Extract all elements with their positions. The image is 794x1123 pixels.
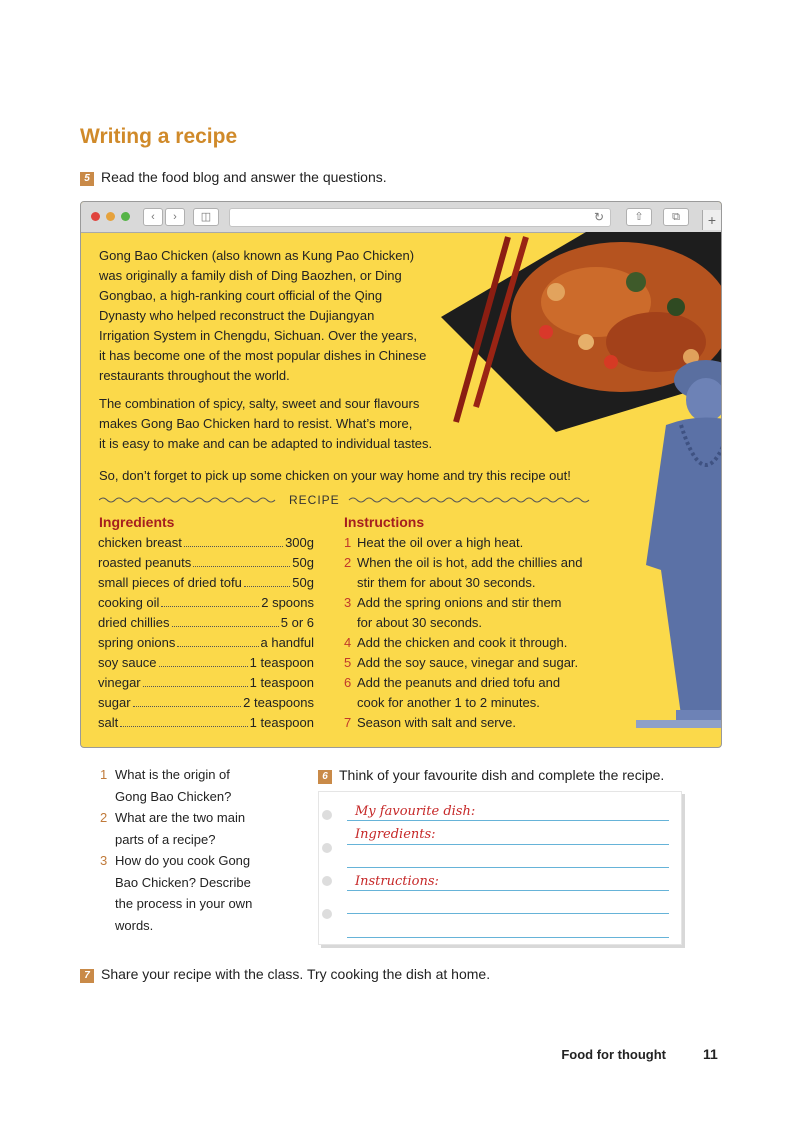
writing-line[interactable] [347,913,669,914]
binder-hole [322,810,332,820]
ingredient-quantity: 50g [292,575,314,590]
writing-line[interactable] [347,820,669,821]
writing-line[interactable] [347,867,669,868]
question-text: Bao Chicken? Describe [115,874,251,890]
leader-dots [184,533,283,547]
ingredient-quantity: a handful [260,635,314,650]
ingredient-row [98,613,314,633]
step-text: cook for another 1 to 2 minutes. [357,695,540,710]
ingredient-name: cooking oil [98,595,160,610]
binder-hole [322,843,332,853]
close-dot-icon[interactable] [91,212,100,221]
ingredient-row [98,653,314,673]
share-icon[interactable]: ⇧ [626,208,652,226]
ingredient-quantity: 1 teaspoon [249,655,314,670]
ingredient-row [98,573,314,593]
page-number: 11 [703,1046,718,1062]
chapter-footer: Food for thought [561,1047,666,1062]
ingredient-name: roasted peanuts [98,555,192,570]
question-text: How do you cook Gong [115,853,251,868]
text-line: Gongbao, a high-ranking court official of the Qing [99,288,383,303]
ingredients-heading: Ingredients [99,514,175,530]
writing-line[interactable] [347,937,669,938]
ingredient-name: spring onions [98,635,176,650]
step-text: Add the chicken and cook it through. [357,635,568,650]
task-number-badge: 5 [80,172,94,186]
blog-paragraph-1 [99,246,449,386]
browser-toolbar [81,202,721,233]
step-text: Heat the oil over a high heat. [357,535,524,550]
ingredient-row [98,713,314,733]
binder-hole [322,876,332,886]
question-text: the process in your own [115,896,253,911]
leader-dots [177,633,258,647]
task-6 [318,767,664,784]
instruction-step [344,533,604,553]
leader-dots [159,653,248,667]
instruction-step [344,653,604,673]
leader-dots [120,713,247,727]
ingredient-name: vinegar [98,675,141,690]
task-number-badge: 7 [80,969,94,983]
ingredient-name: sugar [98,695,131,710]
instructions-heading: Instructions [344,514,425,530]
minimize-dot-icon[interactable] [106,212,115,221]
step-text: Season with salt and serve. [357,715,516,730]
question-item [100,764,270,807]
step-text: Add the peanuts and dried tofu and [357,675,561,690]
ingredient-name: dried chillies [98,615,170,630]
ingredient-row [98,673,314,693]
question-number: 1 [100,767,108,782]
question-text: words. [115,917,154,933]
text-line: Gong Bao Chicken (also known as Kung Pao Chicken) [99,248,415,263]
instruction-step [344,673,604,713]
section-title: Writing a recipe [80,125,238,148]
step-text: Add the spring onions and stir them [357,595,562,610]
leader-dots [161,593,259,607]
text-line: Irrigation System in Chengdu, Sichuan. Over the years, [99,328,417,343]
leader-dots [172,613,279,627]
ingredient-quantity: 5 or 6 [280,615,314,630]
text-line: Dynasty who helped reconstruct the Dujiangyan [99,308,375,323]
text-line: The combination of spicy, salty, sweet and sour flavours [99,396,420,411]
step-text: When the oil is hot, add the chillies and [357,555,583,570]
question-text: Gong Bao Chicken? [115,788,232,804]
reload-icon[interactable]: ↻ [593,210,604,224]
ingredients-label: Ingredients: [355,827,436,842]
instruction-step [344,593,604,633]
sidebar-icon[interactable]: ◫ [193,208,219,226]
ingredient-name: salt [98,715,119,730]
text-line: it is easy to make and can be adapted to individual tastes. [99,436,433,451]
step-text: for about 30 seconds. [357,615,483,630]
question-number: 2 [100,810,108,825]
step-number: 7 [344,715,352,730]
text-line: it has become one of the most popular dishes in Chinese [99,348,427,363]
instructions-label: Instructions: [355,874,439,889]
ingredient-quantity: 2 teaspoons [243,695,314,710]
task-5-instruction: Read the food blog and answer the questions. [101,169,387,185]
zoom-dot-icon[interactable] [121,212,130,221]
instruction-step [344,633,604,653]
ingredient-row [98,553,314,573]
instruction-step [344,553,604,593]
leader-dots [143,673,248,687]
instruction-step [344,713,604,733]
step-text: Add the soy sauce, vinegar and sugar. [357,655,579,670]
question-text: What are the two main [115,810,246,825]
ingredient-name: small pieces of dried tofu [98,575,242,590]
dish-label: My favourite dish: [355,804,476,819]
ingredient-quantity: 50g [292,555,314,570]
ingredient-row [98,533,314,553]
step-number: 1 [344,535,352,550]
ingredient-row [98,633,314,653]
writing-line[interactable] [347,890,669,891]
ingredient-row [98,593,314,613]
statue-image [606,355,722,730]
step-number: 4 [344,635,352,650]
step-number: 6 [344,675,352,690]
address-bar[interactable] [229,208,611,227]
question-text: parts of a recipe? [115,831,216,847]
recipe-label: RECIPE [285,493,344,507]
text-line: restaurants throughout the world. [99,368,290,383]
recipe-notepad [318,791,682,945]
question-number: 3 [100,853,108,868]
blog-paragraph-2 [99,394,459,454]
back-arrow-icon[interactable]: ‹ [143,208,163,226]
ingredient-quantity: 1 teaspoon [249,715,314,730]
ingredient-quantity: 2 spoons [261,595,314,610]
step-number: 3 [344,595,352,610]
text-line: makes Gong Bao Chicken hard to resist. What’s more, [99,416,413,431]
ingredient-name: chicken breast [98,535,182,550]
question-item [100,850,270,936]
task-6-instruction: Think of your favourite dish and complete the recipe. [339,767,665,783]
writing-line[interactable] [347,844,669,845]
ingredient-quantity: 300g [285,535,314,550]
ingredient-quantity: 1 teaspoon [249,675,314,690]
task-5 [80,169,387,186]
binder-hole [322,909,332,919]
recipe-divider-waves [99,494,594,506]
question-text: What is the origin of [115,767,230,782]
ingredient-row [98,693,314,713]
question-item [100,807,270,850]
leader-dots [193,553,290,567]
task-7-instruction: Share your recipe with the class. Try cooking the dish at home. [101,966,491,982]
ingredient-name: soy sauce [98,655,157,670]
step-number: 2 [344,555,352,570]
blog-paragraph-3: So, don’t forget to pick up some chicken on your way home and try this recipe out! [99,468,571,483]
new-tab-button[interactable]: + [702,210,721,230]
task-number-badge: 6 [318,770,332,784]
task-7 [80,966,490,983]
step-text: stir them for about 30 seconds. [357,575,536,590]
tabs-icon[interactable]: ⧉ [663,208,689,226]
leader-dots [244,573,291,587]
forward-arrow-icon[interactable]: › [165,208,185,226]
text-line: was originally a family dish of Ding Baozhen, or Ding [99,268,402,283]
step-number: 5 [344,655,352,670]
leader-dots [133,693,242,707]
